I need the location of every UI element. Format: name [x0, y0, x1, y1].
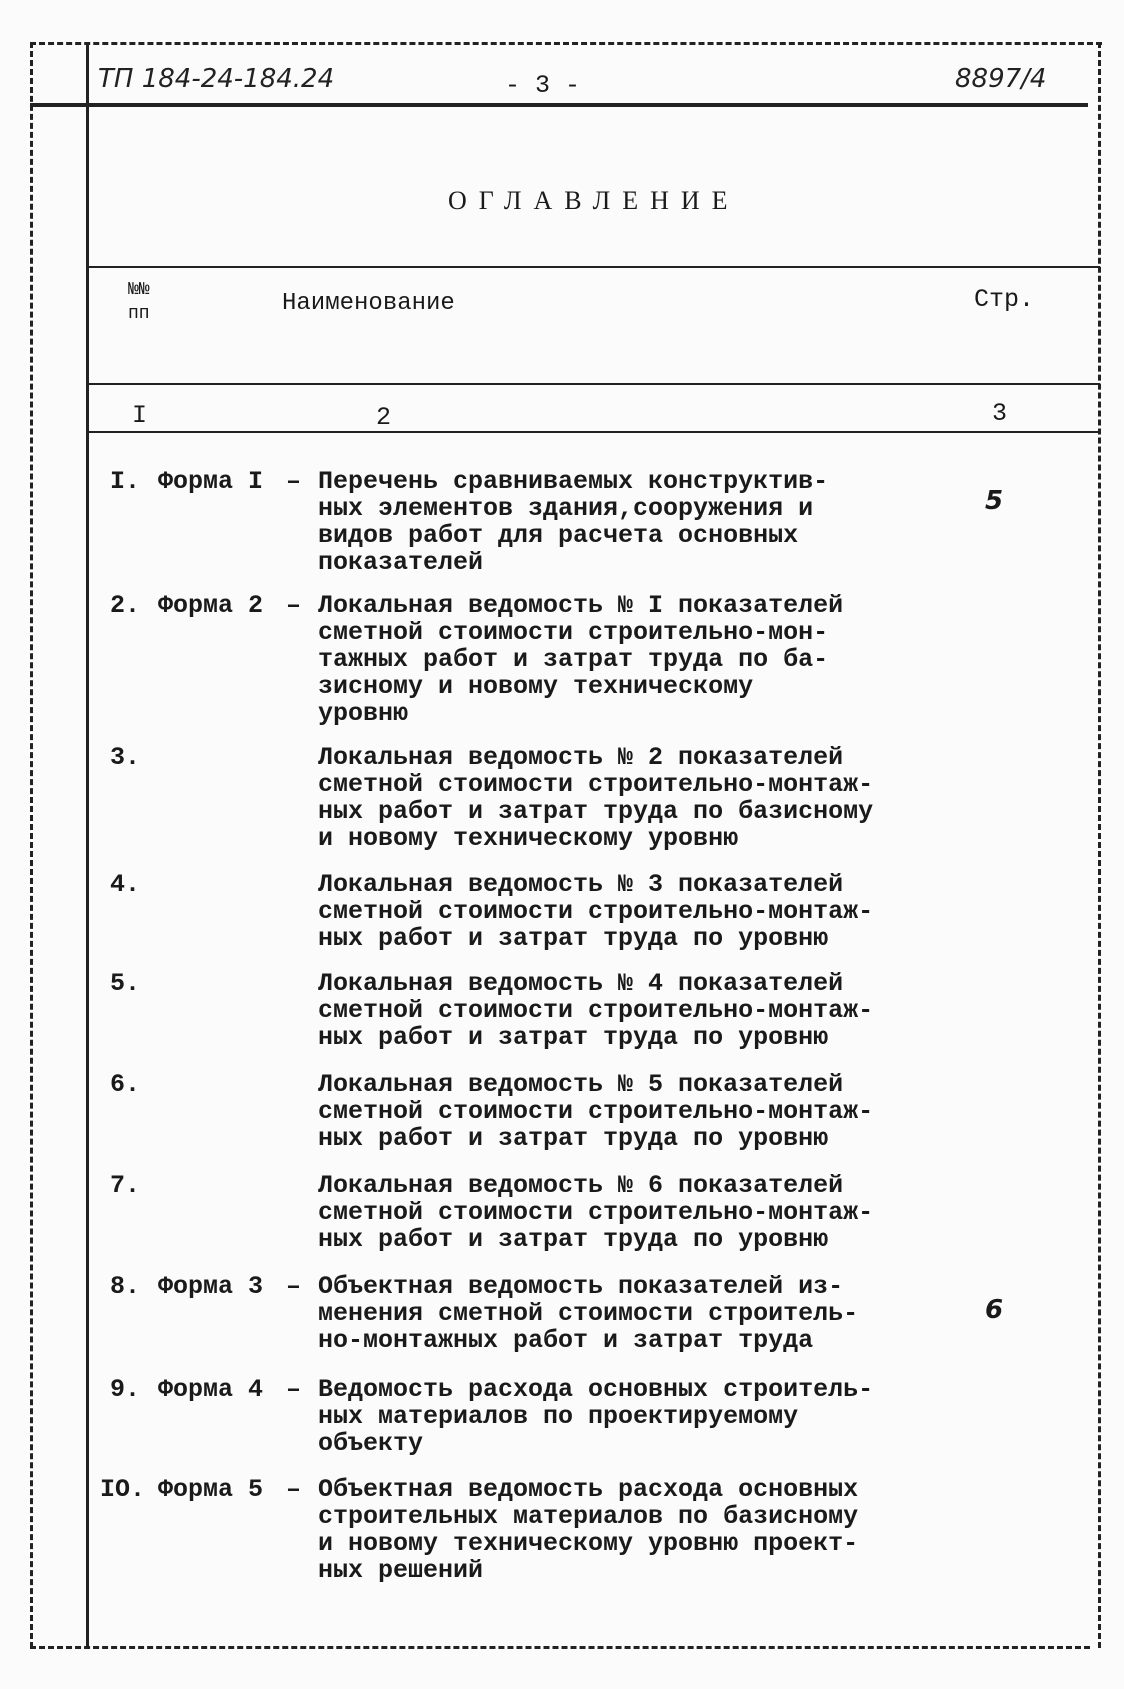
entry-dash: – [286, 1272, 302, 1301]
entry-number: 3. [110, 743, 141, 772]
entry-dash: – [286, 1375, 302, 1404]
entry-dash: – [286, 1475, 302, 1504]
entry-description: Перечень сравниваемых конструктив- ных элементов здания,сооружения и видов работ для расчета основных показателей [318, 467, 829, 577]
inventory-number: 8897/4 [955, 64, 1047, 94]
entry-form: Форма 4 [158, 1375, 264, 1404]
entry-form: Форма 5 [158, 1475, 264, 1504]
column-header-name: Наименование [282, 290, 455, 317]
toc-entry [0, 592, 1124, 727]
toc-entry [0, 1071, 1124, 1152]
toc-entry [0, 1172, 1124, 1253]
entry-description: Локальная ведомость № 3 показателей сметной стоимости строительно-монтаж- ных работ и затрат труда по уровню [318, 870, 874, 953]
entry-page: 5 [985, 486, 1004, 516]
toc-entry [0, 871, 1124, 952]
page-title: ОГЛАВЛЕНИЕ [448, 186, 740, 215]
toc-entry [0, 743, 1124, 853]
table-top-rule [88, 266, 1100, 268]
column-number-3: 3 [992, 399, 1008, 428]
entry-number: 7. [110, 1171, 141, 1200]
entry-number: 6. [110, 1070, 141, 1099]
entry-description: Локальная ведомость № 5 показателей сметной стоимости строительно-монтаж- ных работ и затрат труда по уровню [318, 1070, 874, 1153]
toc-entry [0, 970, 1124, 1051]
header-rule [30, 103, 1088, 107]
entry-form: Форма 2 [158, 591, 264, 620]
entry-description: Объектная ведомость показателей из- менения сметной стоимости строитель- но-монтажных работ и затрат труда [318, 1272, 859, 1355]
entry-description: Объектная ведомость расхода основных строительных материалов по базисному и новому техническому уровню проект- ных решений [318, 1475, 859, 1585]
entry-number: 8. [110, 1272, 141, 1301]
entry-number: 5. [110, 969, 141, 998]
entry-number: 2. [110, 591, 141, 620]
entry-number: IO. [100, 1475, 146, 1504]
entry-description: Локальная ведомость № I показателей сметной стоимости строительно-мон- тажных работ и затрат труда по ба- зисному и новому техническому уровню [318, 591, 844, 728]
entry-page: 6 [985, 1295, 1004, 1325]
entry-description: Локальная ведомость № 6 показателей сметной стоимости строительно-монтаж- ных работ и затрат труда по уровню [318, 1171, 874, 1254]
entry-form: Форма I [158, 467, 264, 496]
column-number-1: I [132, 401, 148, 430]
entry-number: I. [110, 467, 141, 496]
toc-entry [0, 1476, 1124, 1611]
entry-dash: – [286, 591, 302, 620]
column-number-2: 2 [376, 403, 392, 432]
frame-bottom-border [30, 1646, 1090, 1649]
entry-number: 4. [110, 870, 141, 899]
table-header-rule [88, 383, 1100, 385]
entry-form: Форма 3 [158, 1272, 264, 1301]
entry-dash: – [286, 467, 302, 496]
entry-number: 9. [110, 1375, 141, 1404]
column-header-number: №№ пп [128, 280, 150, 324]
entry-description: Ведомость расхода основных строитель- ных материалов по проектируемому объекту [318, 1375, 874, 1458]
column-numbers-rule [88, 431, 1100, 433]
entry-description: Локальная ведомость № 2 показателей сметной стоимости строительно-монтаж- ных работ и затрат труда по базисному и новому техническому уровню [318, 743, 874, 853]
page-number: - 3 - [505, 71, 581, 100]
frame-top-border [30, 42, 1102, 45]
entry-description: Локальная ведомость № 4 показателей сметной стоимости строительно-монтаж- ных работ и затрат труда по уровню [318, 969, 874, 1052]
column-header-page: Стр. [974, 285, 1035, 314]
document-code: ТП 184-24-184.24 [98, 64, 335, 94]
